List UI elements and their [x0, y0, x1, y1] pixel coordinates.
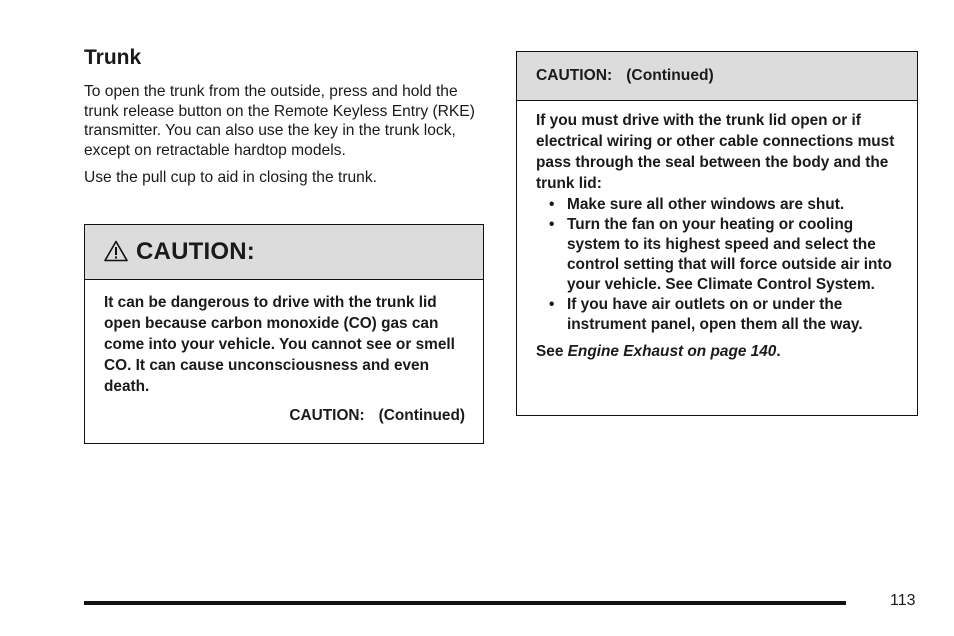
caution-continued-body	[517, 101, 917, 362]
bullet-icon: •	[549, 216, 555, 233]
continued-head-b: (Continued)	[626, 67, 714, 84]
caution-text: It can be dangerous to drive with the trunk lid open because carbon monoxide (CO) gas can come into your vehicle. You cannot see or smell CO. It can cause unconsciousness and even death.	[104, 294, 455, 395]
bullet-text: If you have air outlets on or under the instrument panel, open them all the way.	[567, 296, 863, 333]
bullet-text: Make sure all other windows are shut.	[567, 196, 845, 213]
caution-bullet-list	[536, 195, 899, 335]
caution-body	[85, 280, 483, 426]
continued-intro: If you must drive with the trunk lid open or if electrical wiring or other cable connections must pass through the seal between the body and the trunk lid:	[536, 112, 895, 192]
list-item	[536, 295, 899, 335]
list-item	[536, 195, 899, 215]
list-item	[536, 215, 899, 295]
see-prefix: See	[536, 343, 568, 360]
continued-head-a: CAUTION:	[536, 67, 613, 84]
continued-label-a: CAUTION:	[289, 407, 365, 424]
page-number: 113	[890, 592, 916, 609]
caution-continued-label	[104, 405, 465, 426]
bullet-text: Turn the fan on your heating or cooling system to its highest speed and select the control setting that will force outside air into your vehicle. See Climate Control System.	[567, 216, 892, 293]
caution-header	[85, 225, 483, 280]
footer-rule	[84, 601, 846, 605]
trunk-open-paragraph: To open the trunk from the outside, press and hold the trunk release button on the Remote Keyless Entry (RKE) transmitter. You can also use the key in the trunk lock, except on retractable hardtop models.	[84, 83, 475, 159]
caution-continued-header	[517, 52, 917, 101]
see-reference-link[interactable]: Engine Exhaust on page 140	[567, 343, 777, 360]
bullet-icon: •	[549, 196, 555, 213]
pull-cup-paragraph: Use the pull cup to aid in closing the trunk.	[84, 169, 377, 187]
warning-triangle-icon	[104, 240, 128, 262]
bullet-icon: •	[549, 296, 555, 313]
trunk-section	[84, 44, 486, 196]
caution-continued-box	[516, 51, 918, 416]
continued-label-b: (Continued)	[378, 407, 465, 424]
caution-title: CAUTION:	[136, 238, 255, 265]
see-suffix: .	[776, 343, 781, 360]
caution-box	[84, 224, 484, 444]
section-title: Trunk	[84, 46, 142, 69]
see-reference	[536, 341, 899, 362]
